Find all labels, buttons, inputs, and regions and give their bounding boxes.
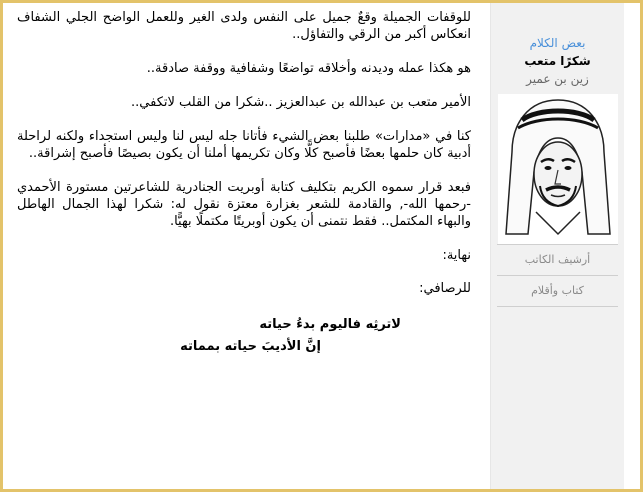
- poem: [17, 314, 471, 358]
- article-paragraph: كنا في «مدارات» طلبنا بعض الشيء فأتانا جله ليس لنا وليس استجداء ولكنه لراحلة أدبية كان حلمها بعضًا فأصبح كلًّا وكان تكريمها أملنا أن يكون بصيصًا فأصبح إشراقة..: [17, 129, 471, 161]
- article-paragraph: للرصافي:: [419, 281, 471, 296]
- sidebar-divider: [497, 306, 618, 307]
- writers-link[interactable]: كتاب وأقلام: [531, 284, 584, 297]
- article-paragraph: فبعد قرار سموه الكريم بتكليف كتابة أوبريت الجنادرية للشاعرتين مستورة الأحمدي -رحمها الله-, والقادمة للشعر بغزارة معتزة نقول له: شكرا لهذا الجمال الهاطل والبهاء المكتمل.. فقط نتمنى أن يكون أوبريتًا مكتملًا بهيًّا.: [17, 180, 471, 229]
- author-name[interactable]: زين بن عمير: [526, 72, 589, 86]
- article-paragraph: للوقفات الجميلة وقعٌ جميل على النفس ولدى الغير وللعمل الواضح الجلي الشفاف انعكاس أكبر من الرقي والتفاؤل..: [17, 10, 471, 42]
- article-paragraph: هو هكذا عمله وديدنه وأخلاقه تواضعًا وشفافية ووقفة صادقة..: [146, 61, 471, 76]
- poem-line-1: لاترثِه فاليوم بدءُ حياته: [259, 317, 401, 332]
- article-body: [17, 9, 471, 358]
- article-title: شكرًا متعب: [524, 54, 591, 68]
- article-paragraph: نهاية:: [442, 248, 471, 263]
- author-portrait-icon: [498, 94, 618, 244]
- section-label[interactable]: بعض الكلام: [529, 36, 586, 50]
- author-archive-link[interactable]: أرشيف الكاتب: [524, 253, 591, 266]
- poem-line-2: إنَّ الأديبَ حياته بمماته: [180, 339, 321, 354]
- article-paragraph: الأمير متعب بن عبدالله بن عبدالعزيز ..شكرا من القلب لاتكفي..: [131, 95, 471, 110]
- author-sidebar: [490, 3, 624, 489]
